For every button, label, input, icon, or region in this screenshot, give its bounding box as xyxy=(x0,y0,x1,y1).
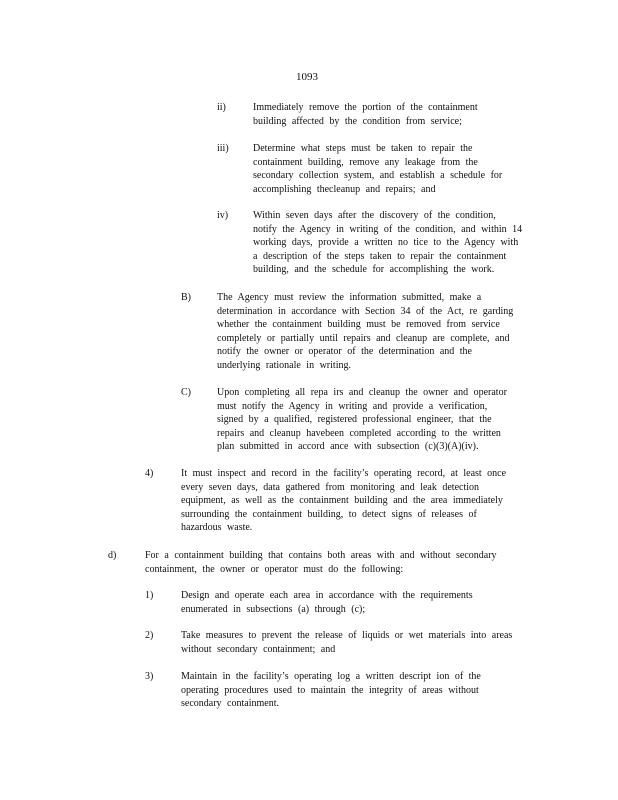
subitem-iii-marker: iii) xyxy=(217,143,229,154)
subitem-iv-text: Within seven days after the discovery of the condition, notify the Agency in writing of the condition, and within 14 working days, provide a written no tice to the Agency with a description of the steps taken to repair the containment building, and the schedule for accomplishing the work. xyxy=(253,210,523,276)
item-d-1-text: Design and operate each area in accordance with the requirements enumerated in subsections (a) through (c); xyxy=(181,590,473,615)
item-b-text: The Agency must review the information submitted, make a determination in accordance with Section 34 of the Act, re garding whether the containment building must be removed from service completely or partially until repairs and cleanup are complete, and notify the owner or operator of the determination and the underlying rationale in writing. xyxy=(217,292,514,371)
subitem-iii xyxy=(217,142,547,196)
item-d-2 xyxy=(145,629,545,656)
item-d-marker: d) xyxy=(108,550,117,561)
item-c-marker: C) xyxy=(181,387,191,398)
item-4 xyxy=(145,467,545,535)
item-d-2-marker: 2) xyxy=(145,630,154,641)
item-d-text: For a containment building that contains both areas with and without secondary containment, the owner or operator must do the following: xyxy=(145,550,497,575)
subitem-ii-marker: ii) xyxy=(217,102,226,113)
item-d-1 xyxy=(145,589,545,616)
item-d-3-text: Maintain in the facility’s operating log a written descript ion of the operating procedures used to maintain the integrity of areas without secondary containment. xyxy=(181,671,481,710)
subitem-iv xyxy=(217,209,547,277)
subitem-iv-marker: iv) xyxy=(217,210,229,221)
item-c-text: Upon completing all repa irs and cleanup the owner and operator must notify the Agency in writing and provide a verification, signed by a qualified, registered professional engineer, that the repairs and cleanup havebeen completed according to the written plan submitted in accord ance with subsection (c)(3)(A)(iv). xyxy=(217,387,507,453)
item-b xyxy=(181,291,543,373)
page-number: 1093 xyxy=(296,71,318,83)
item-d xyxy=(108,549,538,576)
subitem-ii-text: Immediately remove the portion of the containment building affected by the condition from service; xyxy=(253,102,478,127)
item-4-marker: 4) xyxy=(145,468,154,479)
subitem-ii xyxy=(217,101,547,128)
subitem-iii-text: Determine what steps must be taken to repair the containment building, remove any leakage from the secondary collection system, and establish a schedule for accomplishing thecleanup and repairs; and xyxy=(253,143,503,195)
item-4-text: It must inspect and record in the facility’s operating record, at least once every seven days, data gathered from monitoring and leak detection equipment, as well as the containment building and the area immediately surrounding the containment building, to detect signs of releases of hazardous waste. xyxy=(181,468,507,534)
item-c xyxy=(181,386,543,454)
item-b-marker: B) xyxy=(181,292,191,303)
item-d-3-marker: 3) xyxy=(145,671,154,682)
item-d-1-marker: 1) xyxy=(145,590,154,601)
item-d-3 xyxy=(145,670,545,711)
item-d-2-text: Take measures to prevent the release of liquids or wet materials into areas without secondary containment; and xyxy=(181,630,513,655)
